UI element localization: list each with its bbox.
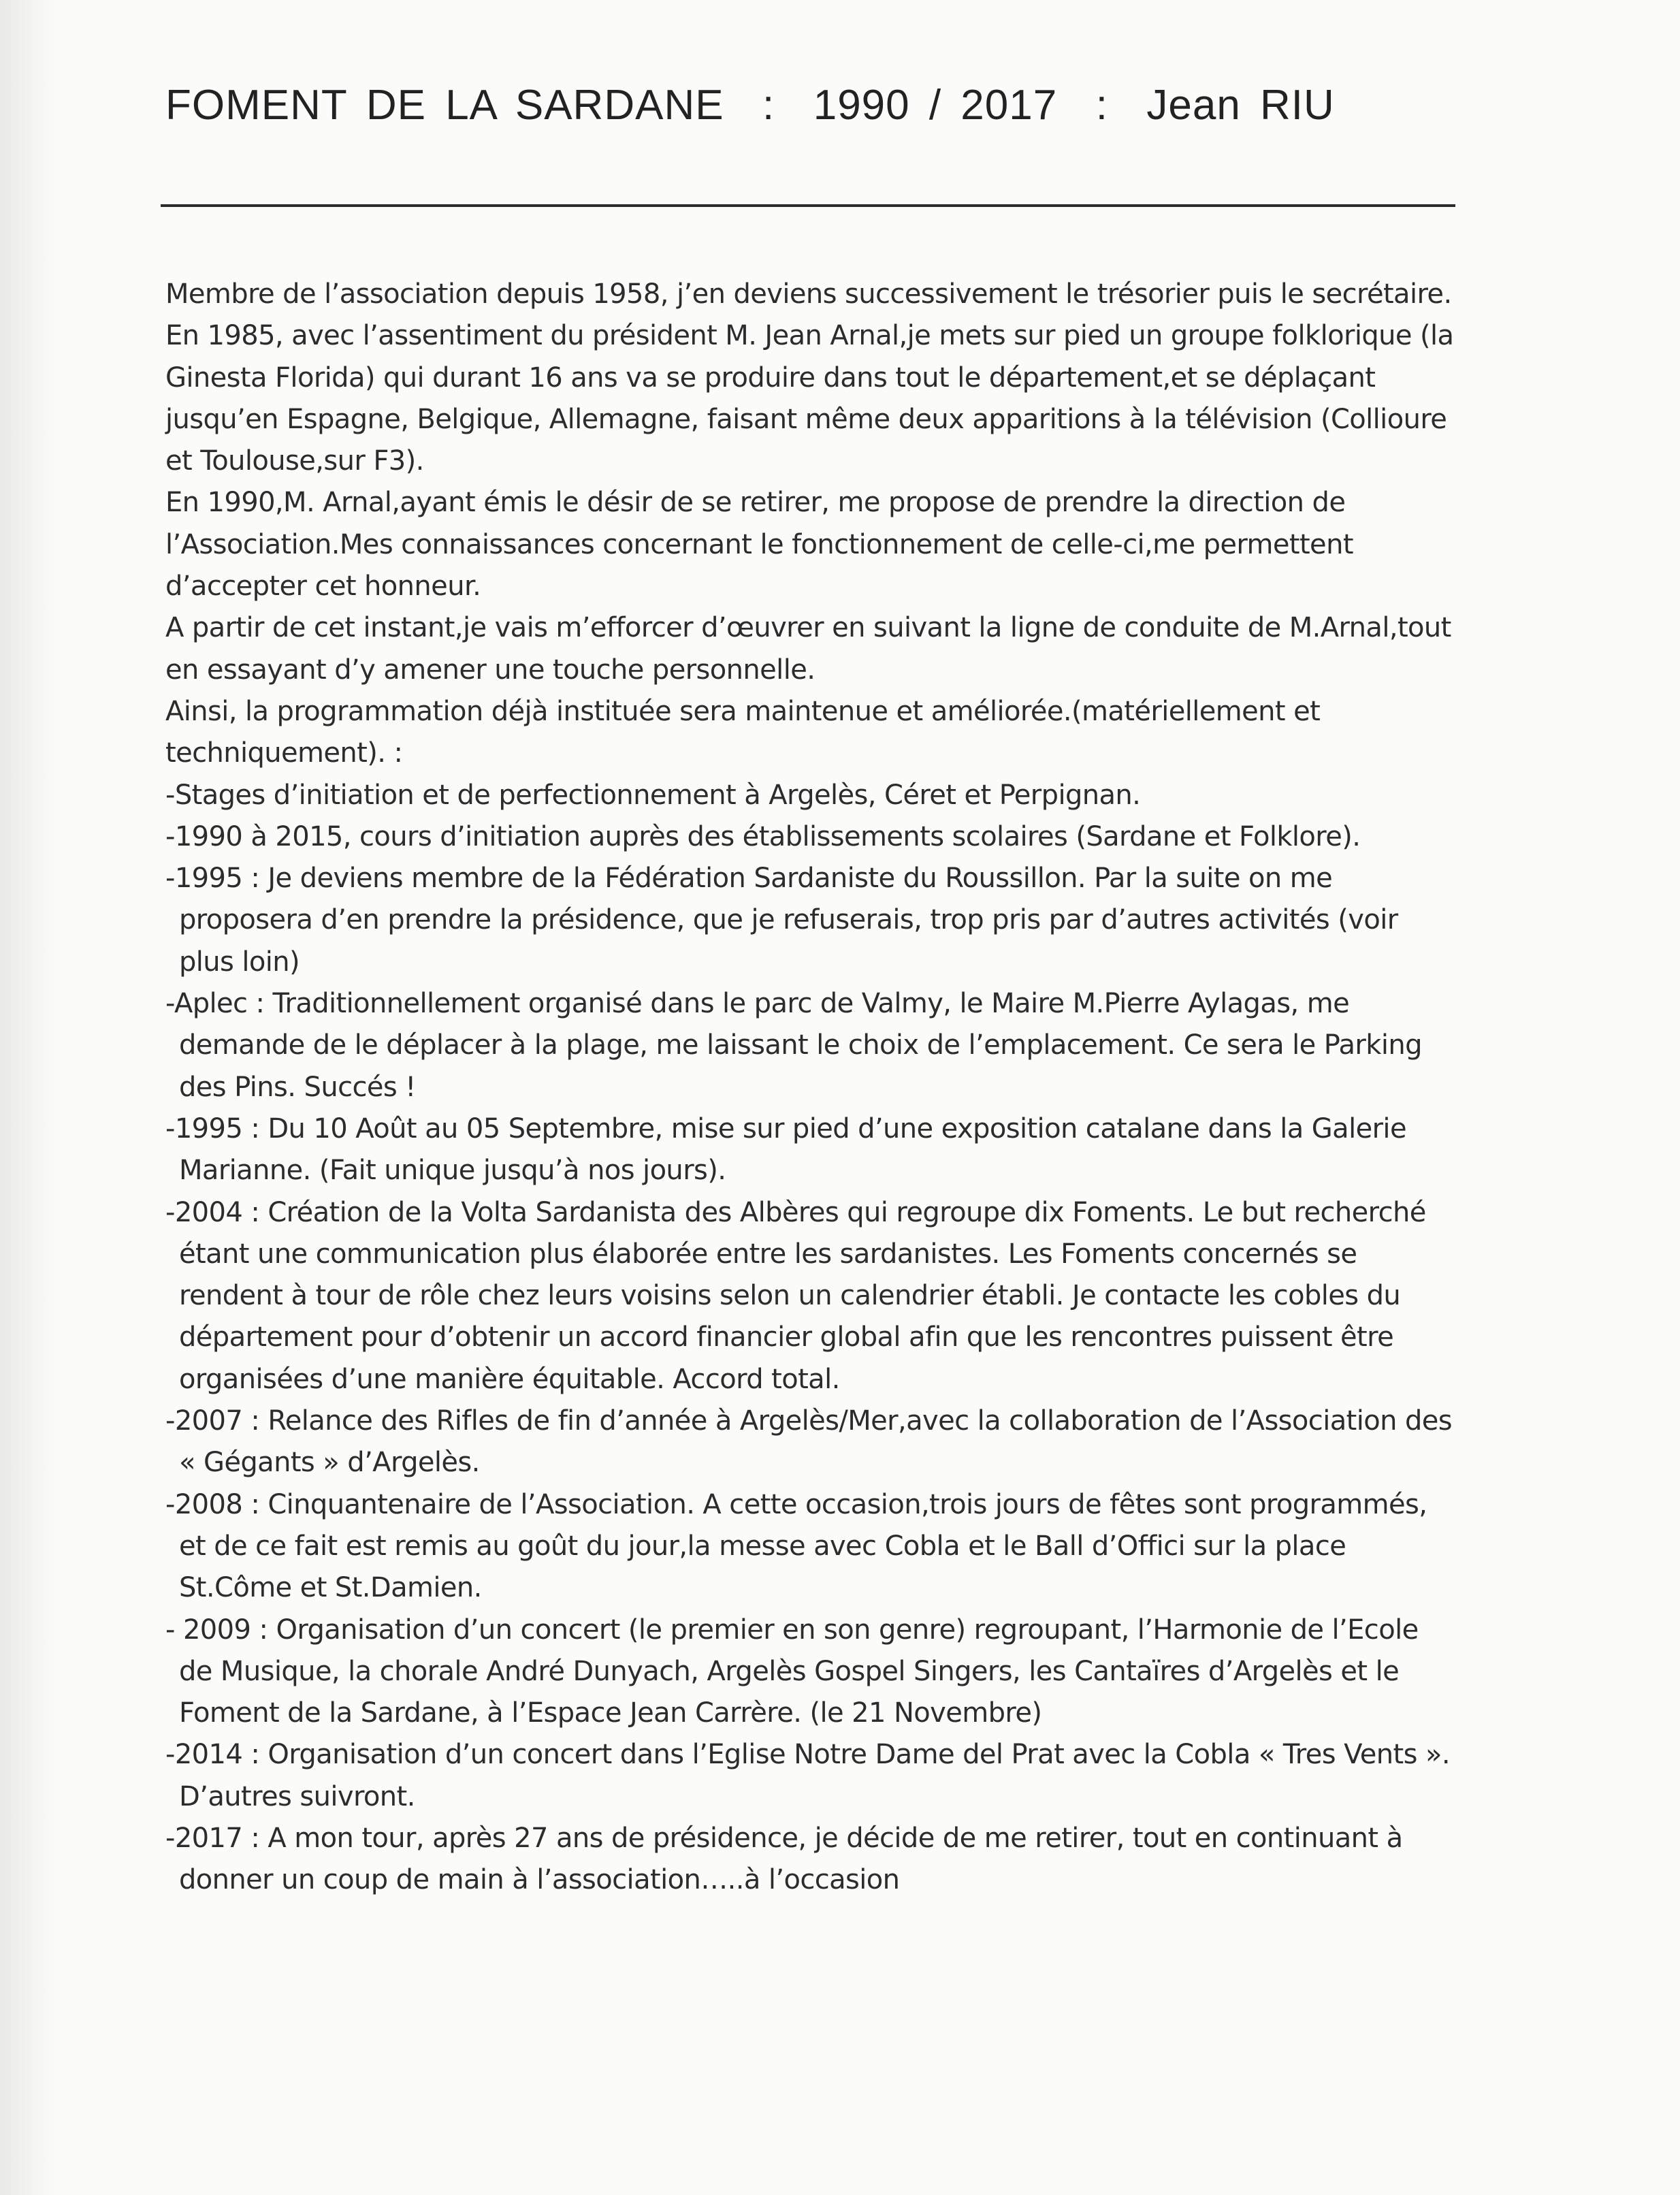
- document-title: FOMENT DE LA SARDANE : 1990 / 2017 : Jean RIU: [165, 82, 1335, 129]
- list-item-2017: -2017 : A mon tour, après 27 ans de présidence, je décide de me retirer, tout en continuant à donner un coup de main à l’association…..à l’occasion: [165, 1822, 1403, 1896]
- list-item-aplec: -Aplec : Traditionnellement organisé dans le parc de Valmy, le Maire M.Pierre Aylagas, me demande de le déplacer à la plage, me laissant le choix de l’emplacement. Ce sera le Parking des Pins. Succés !: [165, 988, 1422, 1103]
- list-item-stages: -Stages d’initiation et de perfectionnement à Argelès, Céret et Perpignan.: [165, 779, 1141, 811]
- scan-shadow-edge: [0, 0, 61, 2195]
- paragraph-membership: Membre de l’association depuis 1958, j’en deviens successivement le trésorier puis le secrétaire.: [165, 278, 1452, 310]
- title-underline-rule: [161, 204, 1455, 207]
- list-item-2008: -2008 : Cinquantenaire de l’Association. A cette occasion,trois jours de fêtes sont programmés, et de ce fait est remis au goût du jour,la messe avec Cobla et le Ball d’Offici sur la place St.Côme et St.Damien.: [165, 1488, 1427, 1604]
- list-item-1995-federation: -1995 : Je deviens membre de la Fédération Sardaniste du Roussillon. Par la suite on me proposera d’en prendre la présidence, que je refuserais, trop pris par d’autres activités (voir plus loin): [165, 863, 1398, 978]
- list-item-courses: -1990 à 2015, cours d’initiation auprès des établissements scolaires (Sardane et Folklore).: [165, 820, 1361, 852]
- paragraph-conduct: A partir de cet instant,je vais m’efforcer d’œuvrer en suivant la ligne de conduite de M.Arnal,tout en essayant d’y amener une touche personnelle.: [165, 612, 1451, 686]
- paragraph-folk-group: En 1985, avec l’assentiment du président M. Jean Arnal,je mets sur pied un groupe folklorique (la Ginesta Florida) qui durant 16 ans va se produire dans tout le département,et se déplaçant jusqu’en Espagne, Belgique, Allemagne, faisant même deux apparitions à la télévision (Collioure et Toulouse,sur F3).: [165, 320, 1454, 477]
- paragraph-direction: En 1990,M. Arnal,ayant émis le désir de se retirer, me propose de prendre la direction de l’Association.Mes connaissances concernant le fonctionnement de celle-ci,me permettent d’accepter cet honneur.: [165, 487, 1353, 603]
- list-item-1995-exposition: -1995 : Du 10 Août au 05 Septembre, mise sur pied d’une exposition catalane dans la Galerie Marianne. (Fait unique jusqu’à nos jours).: [165, 1112, 1406, 1187]
- paragraph-programming: Ainsi, la programmation déjà instituée sera maintenue et améliorée.(matériellement et techniquement). :: [165, 695, 1321, 769]
- list-item-2007: -2007 : Relance des Rifles de fin d’année à Argelès/Mer,avec la collaboration de l’Association des « Gégants » d’Argelès.: [165, 1405, 1452, 1479]
- document-body: [165, 274, 1459, 1902]
- list-item-2014: -2014 : Organisation d’un concert dans l’Eglise Notre Dame del Prat avec la Cobla « Tres Vents ». D’autres suivront.: [165, 1739, 1450, 1812]
- list-item-2004: -2004 : Création de la Volta Sardanista des Albères qui regroupe dix Foments. Le but recherché étant une communication plus élaborée entre les sardanistes. Les Foments concernés se rendent à tour de rôle chez leurs voisins selon un calendrier établi. Je contacte les cobles du département pour d’obtenir un accord financier global afin que les rencontres puissent être organisées d’une manière équitable. Accord total.: [165, 1196, 1426, 1395]
- list-item-2009: - 2009 : Organisation d’un concert (le premier en son genre) regroupant, l’Harmonie de l’Ecole de Musique, la chorale André Dunyach, Argelès Gospel Singers, les Cantaïres d’Argelès et le Foment de la Sardane, à l’Espace Jean Carrère. (le 21 Novembre): [165, 1614, 1419, 1729]
